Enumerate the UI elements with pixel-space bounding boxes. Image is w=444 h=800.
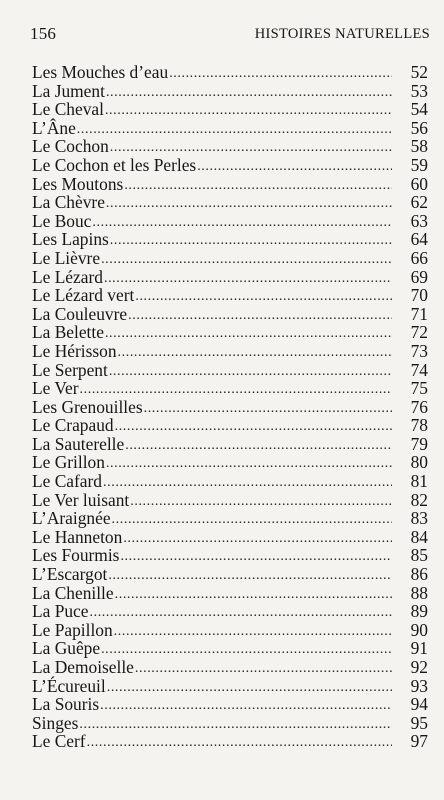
toc-entry <box>32 156 428 175</box>
toc-entry <box>32 472 428 491</box>
page-number: 156 <box>30 24 57 43</box>
dot-leader <box>77 121 392 140</box>
toc-entry <box>32 379 428 398</box>
toc-entry <box>32 137 428 156</box>
toc-entry-page: 59 <box>410 154 428 175</box>
toc-entry-title: L’Araignée <box>32 508 111 529</box>
toc-entry-title: Les Fourmis <box>32 545 120 566</box>
toc-entry-page: 69 <box>410 266 428 287</box>
toc-entry <box>32 621 428 640</box>
toc-entry-page: 52 <box>410 62 428 82</box>
toc-entry <box>32 305 428 324</box>
toc-entry-page: 74 <box>410 359 428 380</box>
toc-entry-page: 60 <box>410 173 428 194</box>
dot-leader <box>114 623 392 642</box>
dot-leader <box>101 641 392 660</box>
toc-entry-page: 82 <box>410 489 428 510</box>
dot-leader <box>105 325 392 344</box>
dot-leader <box>144 400 392 419</box>
toc-entry-title: Les Grenouilles <box>32 396 143 417</box>
toc-entry-title: L’Âne <box>32 117 76 138</box>
toc-entry <box>32 639 428 658</box>
toc-entry-title: Le Lézard vert <box>32 285 135 306</box>
dot-leader <box>109 363 392 382</box>
toc-entry-page: 97 <box>410 731 428 752</box>
dot-leader <box>169 65 392 84</box>
toc-entry-page: 76 <box>410 396 428 417</box>
toc-entry <box>32 119 428 138</box>
toc-entry-page: 72 <box>410 322 428 343</box>
toc-entry <box>32 286 428 305</box>
toc-entry-page: 81 <box>410 471 428 492</box>
toc-entry-title: Le Cochon <box>32 136 109 157</box>
toc-entry <box>32 732 428 751</box>
toc-entry <box>32 361 428 380</box>
toc-entry-page: 95 <box>410 712 428 733</box>
toc-entry <box>32 249 428 268</box>
toc-entry <box>32 416 428 435</box>
toc-entry-title: Le Hanneton <box>32 526 123 547</box>
toc-entry-page: 92 <box>410 657 428 677</box>
running-head: HISTOIRES NATURELLES <box>254 26 430 42</box>
toc-entry-page: 64 <box>410 229 428 250</box>
dot-leader <box>79 716 392 735</box>
toc-entry-title: Le Cochon et les Perles <box>32 154 197 175</box>
dot-leader <box>135 660 392 679</box>
toc-entry-page: 63 <box>410 210 428 231</box>
toc-entry-title: L’Écureuil <box>32 675 106 696</box>
dot-leader <box>106 455 392 474</box>
dot-leader <box>87 734 392 753</box>
toc-entry-title: Le Ver luisant <box>32 489 130 510</box>
dot-leader <box>106 84 392 103</box>
dot-leader <box>90 604 393 623</box>
toc-entry <box>32 584 428 603</box>
toc-entry-page: 84 <box>410 526 428 547</box>
toc-entry-title: Le Cheval <box>32 99 104 120</box>
toc-entry-title: Le Papillon <box>32 619 113 640</box>
toc-entry-title: Les Lapins <box>32 229 109 250</box>
dot-leader <box>112 511 392 530</box>
toc-entry-title: La Chenille <box>32 582 114 603</box>
toc-entry <box>32 212 428 231</box>
toc-entry <box>32 509 428 528</box>
toc-entry <box>32 323 428 342</box>
toc-entry <box>32 491 428 510</box>
toc-entry <box>32 268 428 287</box>
toc-entry-page: 62 <box>410 192 428 213</box>
toc-entry-title: La Couleuvre <box>32 303 128 324</box>
dot-leader <box>110 232 392 251</box>
toc-entry-title: Le Lézard <box>32 266 103 287</box>
dot-leader <box>120 548 392 567</box>
toc-entry <box>32 82 428 101</box>
toc-entry-page: 85 <box>410 545 428 566</box>
dot-leader <box>125 437 392 456</box>
toc-entry <box>32 230 428 249</box>
toc-entry-title: La Belette <box>32 322 104 343</box>
dot-leader <box>123 530 392 549</box>
page-header <box>30 23 430 47</box>
dot-leader <box>100 697 392 716</box>
toc-entry-title: La Guêpe <box>32 638 101 659</box>
toc-entry <box>32 658 428 677</box>
toc-entry-title: La Chèvre <box>32 192 105 213</box>
toc-entry-page: 78 <box>410 415 428 436</box>
toc-entry-title: Le Hérisson <box>32 340 117 361</box>
dot-leader <box>115 418 392 437</box>
toc-entry <box>32 714 428 733</box>
toc-entry-page: 70 <box>410 285 428 306</box>
toc-entry-title: L’Escargot <box>32 564 108 585</box>
toc-entry <box>32 677 428 696</box>
toc-entry-page: 66 <box>410 247 428 268</box>
toc-entry-page: 53 <box>410 80 428 101</box>
dot-leader <box>103 474 392 493</box>
toc-entry-page: 54 <box>410 99 428 120</box>
toc-entry <box>32 100 428 119</box>
toc-entry-page: 71 <box>410 303 428 324</box>
dot-leader <box>110 139 392 158</box>
dot-leader <box>128 307 392 326</box>
toc-entry <box>32 193 428 212</box>
toc-entry-title: Le Crapaud <box>32 415 114 436</box>
toc-entry-title: La Souris <box>32 694 100 715</box>
toc-entry <box>32 63 428 82</box>
dot-leader <box>106 195 392 214</box>
dot-leader <box>101 251 392 270</box>
toc-entry <box>32 175 428 194</box>
toc-entry-page: 86 <box>410 564 428 585</box>
toc-entry-page: 90 <box>410 619 428 640</box>
toc-entry-title: Le Bouc <box>32 210 92 231</box>
toc-entry-title: Le Cafard <box>32 471 103 492</box>
dot-leader <box>135 288 392 307</box>
toc-entry <box>32 565 428 584</box>
toc-entry-title: La Demoiselle <box>32 657 134 677</box>
toc-entry-page: 83 <box>410 508 428 529</box>
dot-leader <box>197 158 392 177</box>
toc-entry-title: Le Serpent <box>32 359 108 380</box>
dot-leader <box>104 270 392 289</box>
dot-leader <box>92 214 392 233</box>
toc-entry-page: 73 <box>410 340 428 361</box>
toc-entry-title: Les Moutons <box>32 173 124 194</box>
toc-entry-page: 93 <box>410 675 428 696</box>
toc-entry-title: Le Cerf <box>32 731 86 752</box>
dot-leader <box>108 567 392 586</box>
toc-entry-page: 75 <box>410 378 428 399</box>
toc-entry <box>32 453 428 472</box>
table-of-contents <box>32 63 428 751</box>
dot-leader <box>115 586 392 605</box>
toc-entry <box>32 546 428 565</box>
toc-entry-page: 91 <box>410 638 428 659</box>
dot-leader <box>107 679 392 698</box>
toc-entry-page: 80 <box>410 452 428 473</box>
toc-entry-title: La Jument <box>32 80 105 101</box>
toc-entry-title: Singes <box>32 712 79 733</box>
toc-entry <box>32 398 428 417</box>
toc-entry-page: 58 <box>410 136 428 157</box>
toc-entry-page: 88 <box>410 582 428 603</box>
toc-entry-page: 79 <box>410 433 428 454</box>
toc-entry <box>32 602 428 621</box>
toc-entry-title: Le Grillon <box>32 452 105 473</box>
dot-leader <box>118 344 392 363</box>
toc-entry-title: Les Mouches d’eau <box>32 62 169 82</box>
toc-entry-page: 94 <box>410 694 428 715</box>
toc-entry-title: Le Lièvre <box>32 247 101 268</box>
toc-entry-title: La Puce <box>32 601 89 622</box>
dot-leader <box>130 493 392 512</box>
toc-entry-title: Le Ver <box>32 378 79 399</box>
toc-entry <box>32 695 428 714</box>
dot-leader <box>80 381 392 400</box>
dot-leader <box>105 102 392 121</box>
toc-entry <box>32 528 428 547</box>
toc-entry <box>32 342 428 361</box>
toc-entry-title: La Sauterelle <box>32 433 125 454</box>
toc-entry <box>32 435 428 454</box>
toc-entry-page: 89 <box>410 601 428 622</box>
toc-entry-page: 56 <box>410 117 428 138</box>
dot-leader <box>124 177 392 196</box>
